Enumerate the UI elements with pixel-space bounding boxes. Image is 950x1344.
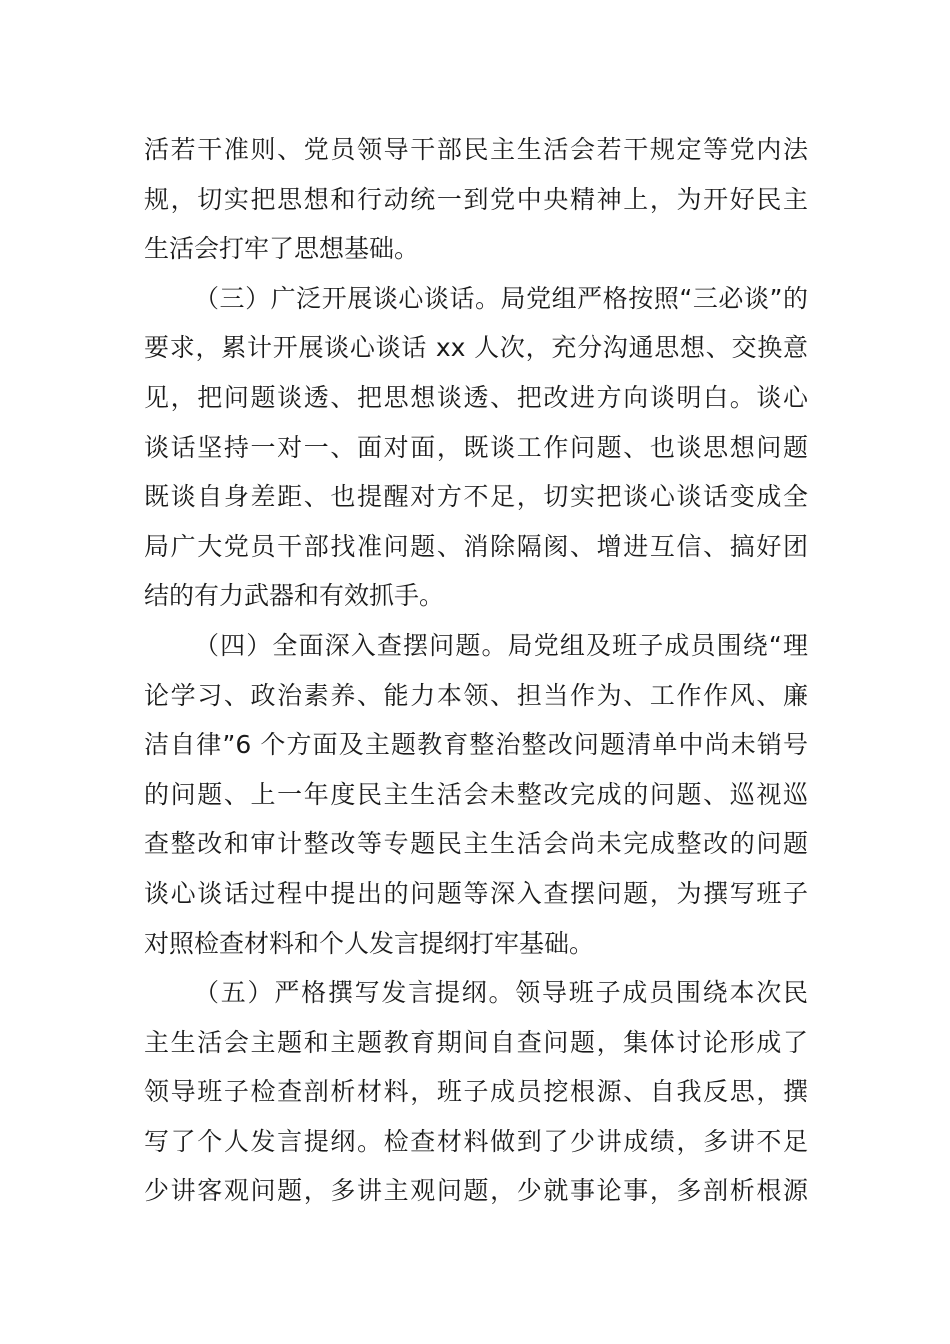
text-line: 结的有力武器和有效抓手。 — [144, 581, 445, 611]
text-line: 谈心谈话过程中提出的问题等深入查摆问题，为撰写班子 — [144, 878, 808, 908]
document-body — [144, 125, 808, 1216]
text-line: 写了个人发言提纲。检查材料做到了少讲成绩，多讲不足 — [144, 1126, 808, 1156]
text-line: 领导班子检查剖析材料，班子成员挖根源、自我反思，撰 — [144, 1077, 808, 1107]
section-heading-line: （三）广泛开展谈心谈话。局党组严格按照“三必谈”的 — [194, 283, 808, 313]
text-line: 主生活会主题和主题教育期间自查问题，集体讨论形成了 — [144, 1027, 808, 1057]
text-line: 规，切实把思想和行动统一到党中央精神上，为开好民主 — [144, 184, 808, 214]
section-heading-line: （四）全面深入查摆问题。局党组及班子成员围绕“理 — [194, 630, 808, 660]
text-line: 生活会打牢了思想基础。 — [144, 234, 420, 264]
text-line: 对照检查材料和个人发言提纲打牢基础。 — [144, 928, 595, 958]
text-line: 活若干准则、党员领导干部民主生活会若干规定等党内法 — [144, 135, 808, 164]
text-line: 查整改和审计整改等专题民主生活会尚未完成整改的问题 — [144, 829, 808, 859]
text-line: 的问题、上一年度民主生活会未整改完成的问题、巡视巡 — [144, 779, 808, 809]
text-line: 局广大党员干部找准问题、消除隔阂、增进互信、搞好团 — [144, 531, 808, 561]
text-line: 论学习、政治素养、能力本领、担当作为、工作作风、廉 — [144, 680, 808, 710]
text-line: 少讲客观问题，多讲主观问题，少就事论事，多剖析根源 — [144, 1176, 808, 1206]
text-line: 要求，累计开展谈心谈话 xx 人次，充分沟通思想、交换意 — [144, 333, 808, 363]
text-line: 见，把问题谈透、把思想谈透、把改进方向谈明白。谈心 — [144, 382, 808, 412]
text-line: 谈话坚持一对一、面对面，既谈工作问题、也谈思想问题 — [144, 432, 808, 462]
section-heading-line: （五）严格撰写发言提纲。领导班子成员围绕本次民 — [194, 978, 808, 1008]
text-line: 既谈自身差距、也提醒对方不足，切实把谈心谈话变成全 — [144, 482, 808, 512]
text-line: 洁自律”6 个方面及主题教育整治整改问题清单中尚未销号 — [144, 730, 808, 760]
